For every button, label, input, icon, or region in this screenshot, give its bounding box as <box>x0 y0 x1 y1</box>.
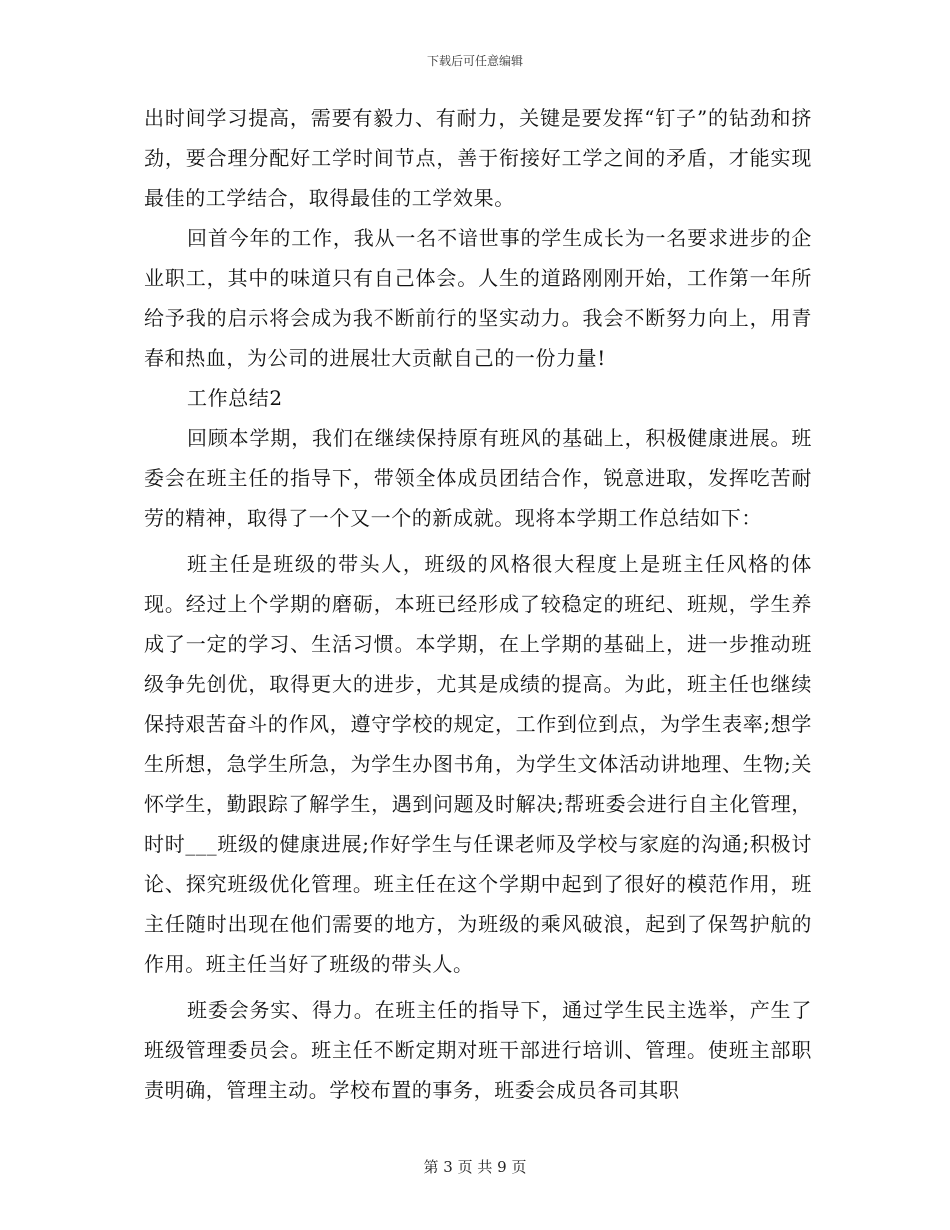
paragraph-1: 出时间学习提高，需要有毅力、有耐力，关键是要发挥“钉子”的钻劲和挤劲，要合理分配好工学时间节点，善于衔接好工学之间的矛盾，才能实现最佳的工学结合，取得最佳的工学效果。 <box>144 106 812 210</box>
page-footer: 第 3 页 共 9 页 <box>423 1158 527 1176</box>
paragraph-4: 班主任是班级的带头人，班级的风格很大程度上是班主任风格的体现。经过上个学期的磨砺，本班已经形成了较稳定的班纪、班规，学生养成了一定的学习、生活习惯。本学期，在上学期的基础上，进一步推动班级争先创优，取得更大的进步，尤其是成绩的提高。为此，班主任也继续保持艰苦奋斗的作风，遵守学校的规定，工作到位到点，为学生表率;想学生所想，急学生所急，为学生办图书角，为学生文体活动讲地理、生物;关怀学生，勤跟踪了解学生，遇到问题及时解决;帮班委会进行自主化管理，时时___班级的健康进展;作好学生与任课老师及学校与家庭的沟通;积极讨论、探究班级优化管理。班主任在这个学期中起到了很好的模范作用，班主任随时出现在他们需要的地方，为班级的乘风破浪，起到了保驾护航的作用。班主任当好了班级的带头人。 <box>144 552 812 976</box>
paragraph-5: 班委会务实、得力。在班主任的指导下，通过学生民主选举，产生了班级管理委员会。班主任不断定期对班干部进行培训、管理。使班主部职责明确，管理主动。学校布置的事务，班委会成员各司其职 <box>144 998 812 1102</box>
paragraph-2: 回首今年的工作，我从一名不谙世事的学生成长为一名要求进步的企业职工，其中的味道只有自己体会。人生的道路刚刚开始，工作第一年所给予我的启示将会成为我不断前行的坚实动力。我会不断努力向上，用青春和热血，为公司的进展壮大贡献自己的一份力量! <box>144 226 812 370</box>
document-body <box>144 98 812 1110</box>
paragraph-3: 回顾本学期，我们在继续保持原有班风的基础上，积极健康进展。班委会在班主任的指导下，带领全体成员团结合作，锐意进取，发挥吃苦耐劳的精神，取得了一个又一个的新成就。现将本学期工作总结如下： <box>144 426 812 530</box>
section-heading: 工作总结2 <box>187 386 283 410</box>
page-header: 下载后可任意编辑 <box>426 54 523 68</box>
